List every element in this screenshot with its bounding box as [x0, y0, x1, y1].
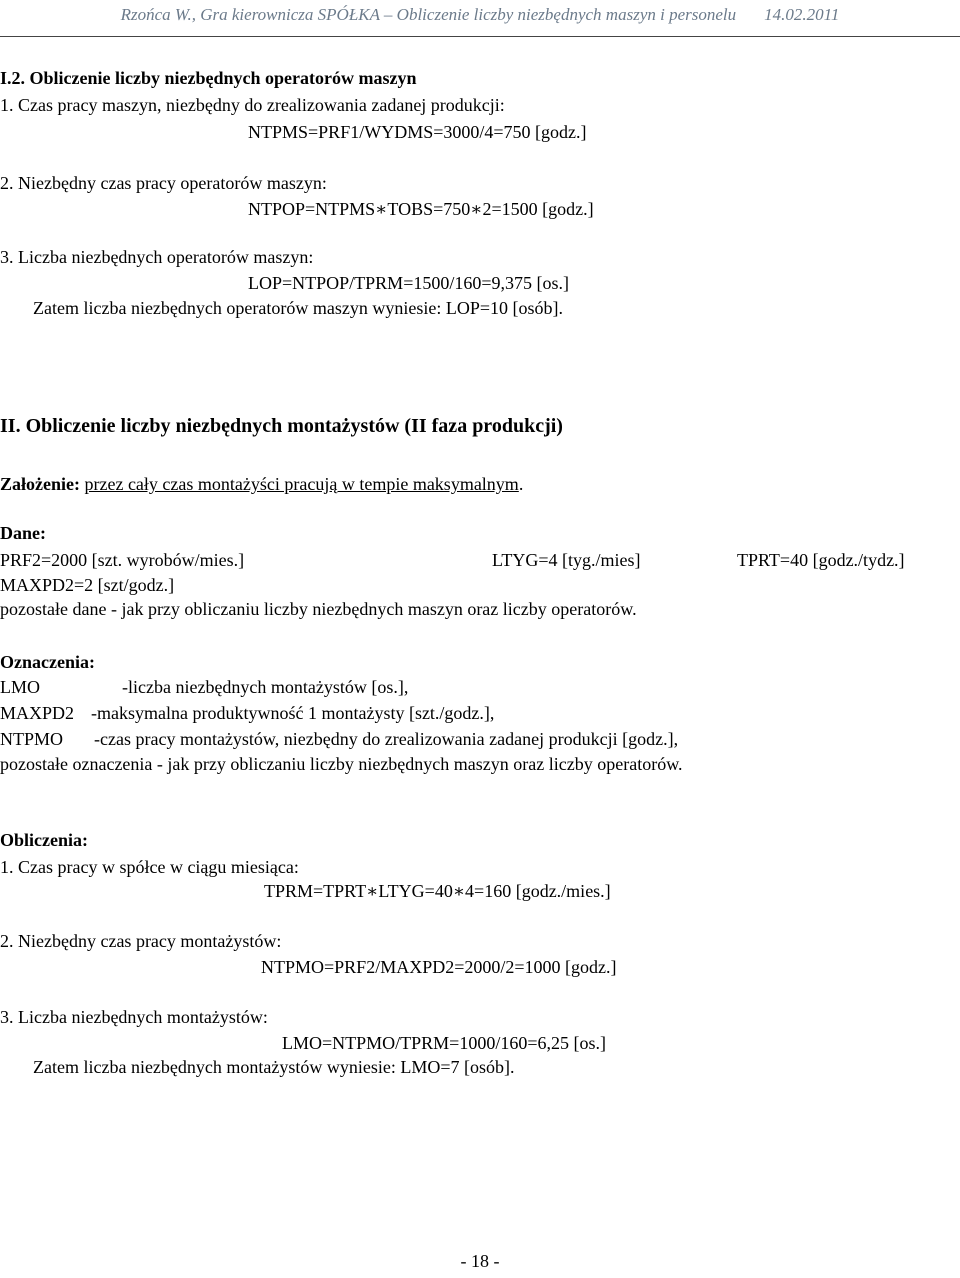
page-number: - 18 -	[460, 1251, 500, 1271]
calc2-label: 2. Niezbędny czas pracy montażystów:	[0, 931, 282, 951]
calc3-label: 3. Liczba niezbędnych montażystów:	[0, 1007, 268, 1027]
calc2-formula: NTPMO=PRF2/MAXPD2=2000/2=1000 [godz.]	[261, 957, 617, 977]
notation-maxpd2-desc: -maksymalna produktywność 1 montażysty [szt./godz.],	[91, 703, 495, 723]
calc1-formula: TPRM=TPRT∗LTYG=40∗4=160 [godz./mies.]	[264, 881, 611, 901]
i2-step1-formula: NTPMS=PRF1/WYDMS=3000/4=750 [godz.]	[248, 122, 587, 142]
calc3-formula: LMO=NTPMO/TPRM=1000/160=6,25 [os.]	[282, 1033, 606, 1053]
calc-label: Obliczenia:	[0, 830, 88, 850]
data-ltyg: LTYG=4 [tyg./mies]	[492, 550, 641, 570]
assumption-line	[0, 473, 523, 495]
i2-step1-label: 1. Czas pracy maszyn, niezbędny do zrealizowania zadanej produkcji:	[0, 95, 505, 115]
data-other: pozostałe dane - jak przy obliczaniu liczby niezbędnych maszyn oraz liczby operatorów.	[0, 599, 637, 619]
running-header	[0, 0, 960, 30]
assumption-label: Założenie:	[0, 474, 80, 494]
data-maxpd2: MAXPD2=2 [szt/godz.]	[0, 575, 175, 595]
i2-step2-label: 2. Niezbędny czas pracy operatorów maszyn:	[0, 173, 327, 193]
assumption-end: .	[518, 474, 524, 494]
calc-conclusion: Zatem liczba niezbędnych montażystów wyniesie: LMO=7 [osób].	[33, 1057, 515, 1077]
notation-lmo-desc: -liczba niezbędnych montażystów [os.],	[122, 677, 409, 697]
notation-ntpmo-sym: NTPMO	[0, 729, 64, 749]
notation-maxpd2-sym: MAXPD2	[0, 703, 75, 723]
data-tprt: TPRT=40 [godz./tydz.]	[737, 550, 905, 570]
notation-lmo-sym: LMO	[0, 677, 40, 697]
calc1-label: 1. Czas pracy w spółce w ciągu miesiąca:	[0, 857, 299, 877]
notation-label: Oznaczenia:	[0, 652, 95, 672]
notation-other: pozostałe oznaczenia - jak przy obliczaniu liczby niezbędnych maszyn oraz liczby operatorów.	[0, 754, 683, 774]
i2-step2-formula: NTPOP=NTPMS∗TOBS=750∗2=1500 [godz.]	[248, 199, 594, 219]
i2-step3-label: 3. Liczba niezbędnych operatorów maszyn:	[0, 247, 314, 267]
notation-ntpmo-desc: -czas pracy montażystów, niezbędny do zrealizowania zadanej produkcji [godz.],	[94, 729, 679, 749]
i2-step3-formula: LOP=NTPOP/TPRM=1500/160=9,375 [os.]	[248, 273, 569, 293]
data-label: Dane:	[0, 523, 46, 543]
header-date: 14.02.2011	[764, 5, 840, 24]
header-title: Rzońca W., Gra kierownicza SPÓŁKA – Obliczenie liczby niezbędnych maszyn i personelu	[120, 5, 737, 24]
section-ii-title: II. Obliczenie liczby niezbędnych montażystów (II faza produkcji)	[0, 415, 563, 437]
section-i2-title: I.2. Obliczenie liczby niezbędnych operatorów maszyn	[0, 68, 417, 88]
header-divider	[0, 36, 960, 37]
assumption-text: przez cały czas montażyści pracują w tempie maksymalnym	[84, 474, 519, 494]
i2-conclusion: Zatem liczba niezbędnych operatorów maszyn wyniesie: LOP=10 [osób].	[33, 298, 563, 318]
data-prf2: PRF2=2000 [szt. wyrobów/mies.]	[0, 550, 245, 570]
